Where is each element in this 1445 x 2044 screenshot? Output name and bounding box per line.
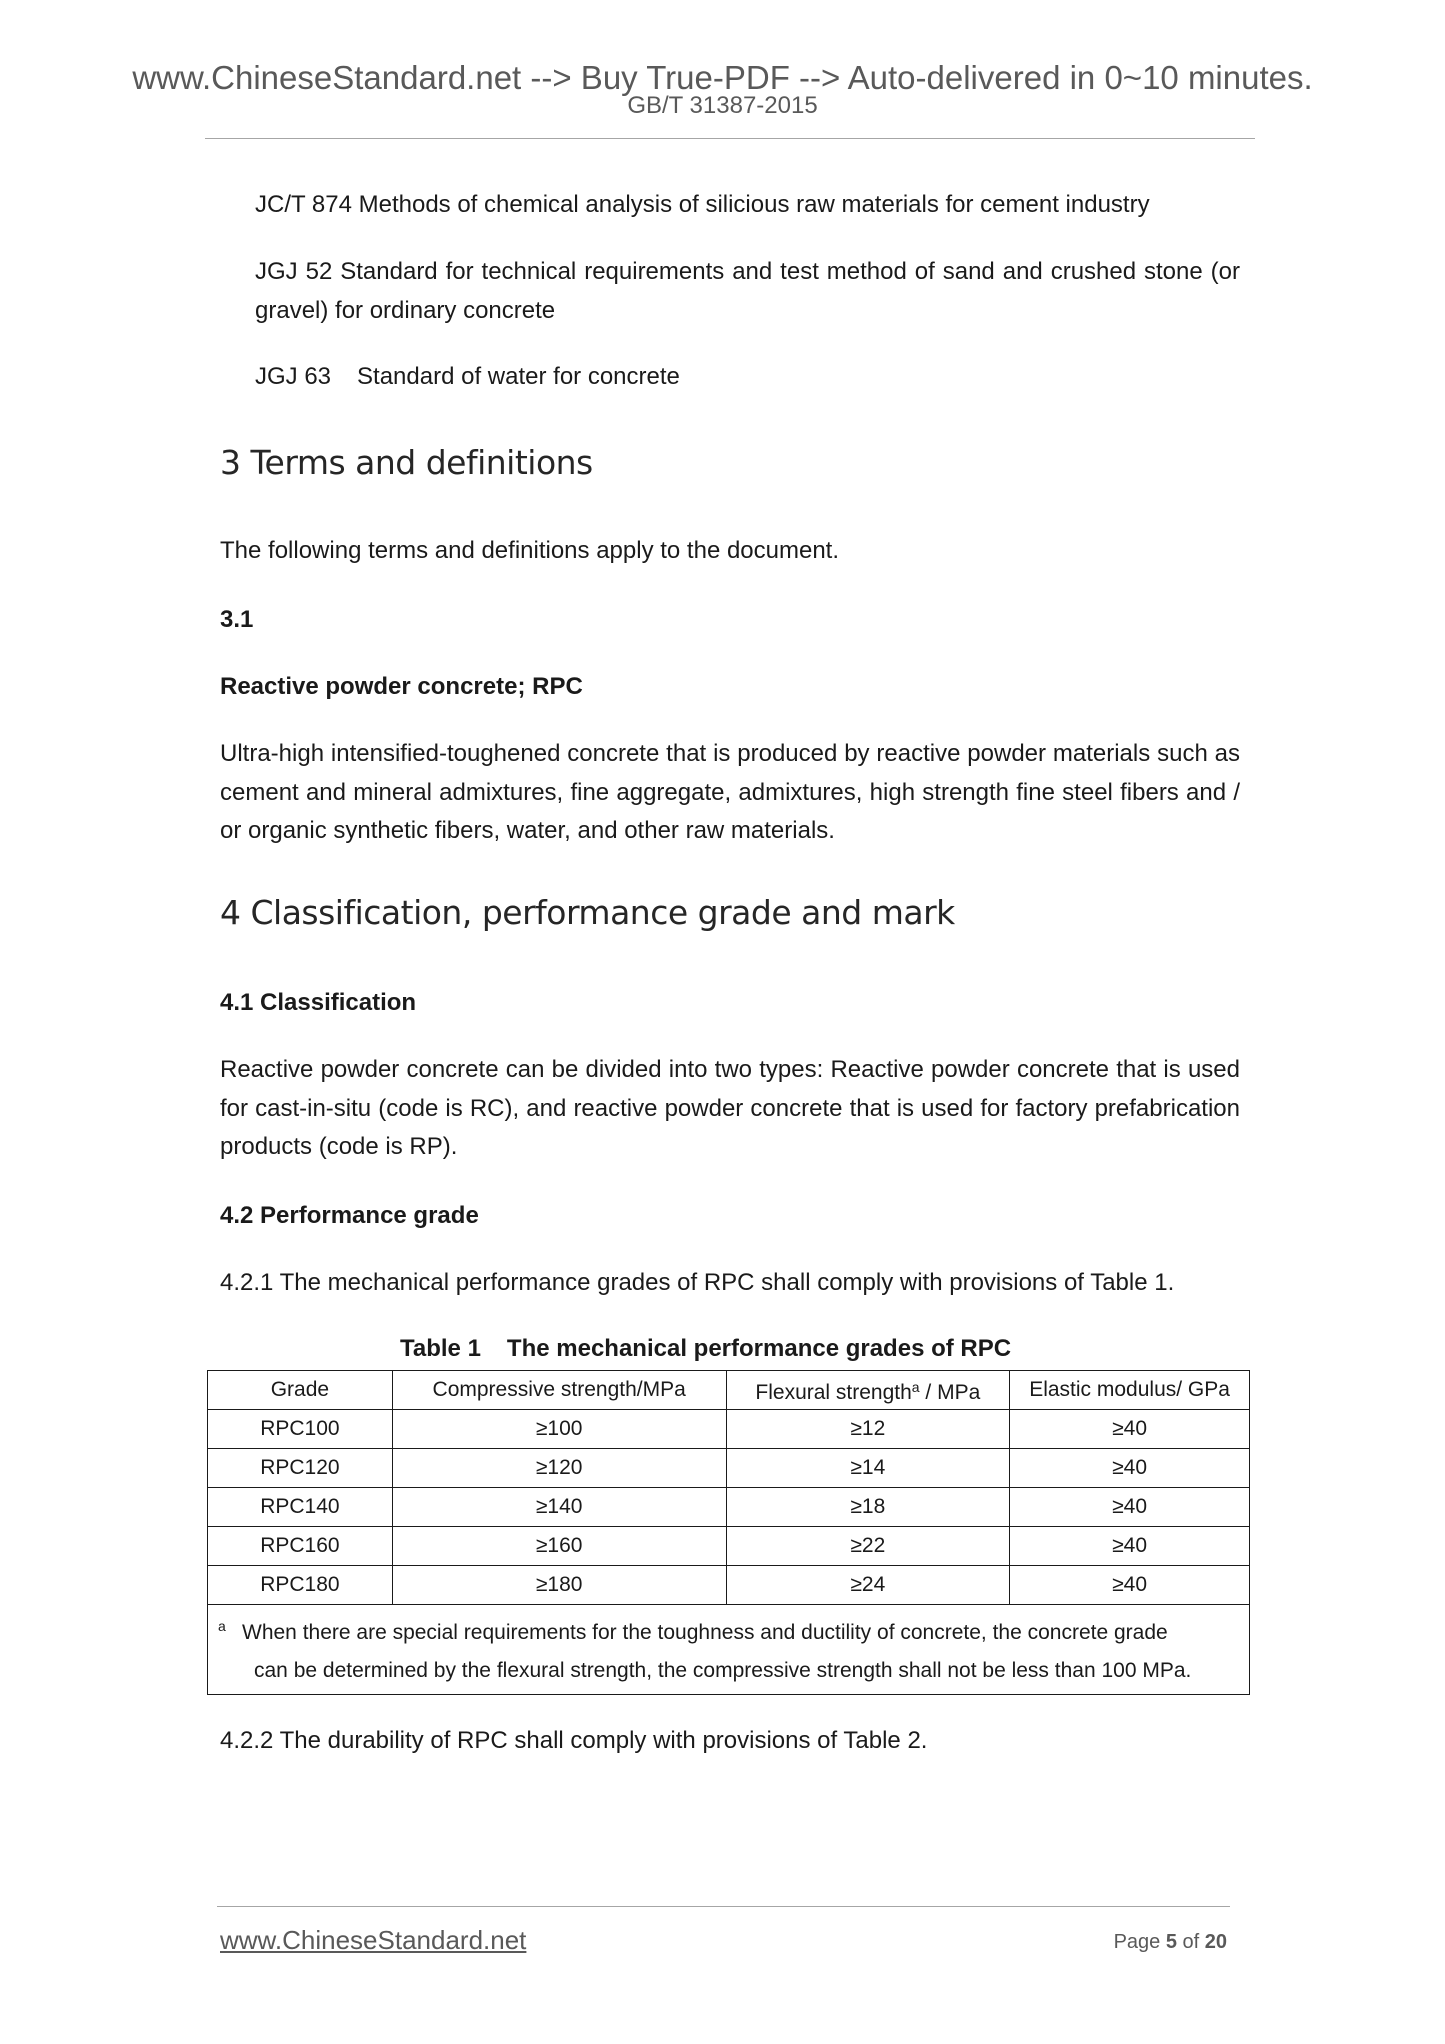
section-3-intro: The following terms and definitions apply to the document. <box>220 537 840 564</box>
cell-compressive: ≥180 <box>392 1566 726 1605</box>
table-row <box>208 1449 1250 1488</box>
cell-flexural: ≥24 <box>726 1566 1010 1605</box>
cell-compressive: ≥100 <box>392 1410 726 1449</box>
reference-code: JGJ 63 <box>255 363 332 390</box>
reference-jgj52 <box>255 253 1240 330</box>
page-of-label: of <box>1176 1931 1205 1953</box>
reference-code: JGJ 52 <box>255 258 333 285</box>
footnote-marker: a <box>218 1618 226 1634</box>
section-3-heading: 3 Terms and definitions <box>220 443 593 482</box>
cell-compressive: ≥140 <box>392 1488 726 1527</box>
cell-grade: RPC180 <box>208 1566 393 1605</box>
site-banner[interactable]: www.ChineseStandard.net --> Buy True-PDF --> Auto-delivered in 0~10 minutes. <box>132 59 1313 96</box>
header-flexural-unit: / MPa <box>919 1381 981 1404</box>
table-row <box>208 1527 1250 1566</box>
reference-title: Standard for technical requirements and test method of sand and crushed stone (or gravel) for ordinary concrete <box>255 258 1240 324</box>
cell-flexural: ≥12 <box>726 1410 1010 1449</box>
standard-code: GB/T 31387-2015 <box>627 92 818 119</box>
table-header-row <box>208 1371 1250 1410</box>
footer-divider <box>217 1906 1230 1907</box>
cell-compressive: ≥160 <box>392 1527 726 1566</box>
cell-elastic: ≥40 <box>1010 1410 1250 1449</box>
term-number: 3.1 <box>220 606 254 633</box>
term-definition: Ultra-high intensified-toughened concrete that is produced by reactive powder materials such as cement and mineral admixtures, fine aggregate, admixtures, high strength fine steel fibers and / or organic synthetic fibers, water, and other raw materials. <box>220 740 1240 844</box>
table-footnote-row <box>208 1605 1250 1695</box>
table-1-caption <box>400 1334 1011 1364</box>
footnote-marker: a <box>911 1379 920 1395</box>
cell-grade: RPC100 <box>208 1410 393 1449</box>
clause-4-2-2: 4.2.2 The durability of RPC shall comply with provisions of Table 2. <box>220 1727 928 1754</box>
cell-elastic: ≥40 <box>1010 1449 1250 1488</box>
cell-flexural: ≥22 <box>726 1527 1010 1566</box>
page-number <box>1114 1929 1227 1955</box>
header-divider <box>205 138 1255 139</box>
cell-compressive: ≥120 <box>392 1449 726 1488</box>
table-caption-number: Table 1 <box>400 1335 481 1362</box>
reference-title: Standard of water for concrete <box>357 363 680 390</box>
table-caption-title: The mechanical performance grades of RPC <box>506 1335 1012 1362</box>
header-elastic-modulus: Elastic modulus/ GPa <box>1010 1371 1250 1410</box>
table-row <box>208 1410 1250 1449</box>
reference-jgj63 <box>255 358 1240 397</box>
header-flexural-strength <box>726 1371 1010 1410</box>
section-4-heading: 4 Classification, performance grade and mark <box>220 893 955 932</box>
footer-site-link[interactable]: www.ChineseStandard.net <box>220 1925 527 1955</box>
reference-code: JC/T 874 <box>255 191 352 218</box>
cell-grade: RPC160 <box>208 1527 393 1566</box>
classification-text: Reactive powder concrete can be divided into two types: Reactive powder concrete that is used for cast-in-situ (code is RC), and reactive powder concrete that is used for factory prefabrication products (code is RP). <box>220 1056 1240 1160</box>
table-1 <box>207 1370 1250 1695</box>
table-row <box>208 1566 1250 1605</box>
page-label: Page <box>1113 1931 1166 1953</box>
table-footnote <box>208 1605 1250 1695</box>
cell-elastic: ≥40 <box>1010 1488 1250 1527</box>
cell-flexural: ≥18 <box>726 1488 1010 1527</box>
clause-4-2-1: 4.2.1 The mechanical performance grades of RPC shall comply with provisions of Table 1. <box>220 1269 1175 1296</box>
cell-grade: RPC140 <box>208 1488 393 1527</box>
page-current: 5 <box>1165 1931 1177 1953</box>
term-name: Reactive powder concrete; RPC <box>220 673 583 700</box>
cell-elastic: ≥40 <box>1010 1527 1250 1566</box>
cell-flexural: ≥14 <box>726 1449 1010 1488</box>
header-flexural-label: Flexural strength <box>755 1381 912 1404</box>
reference-title: Methods of chemical analysis of silicious raw materials for cement industry <box>358 191 1150 218</box>
footnote-line-1 <box>218 1607 1241 1652</box>
table-row <box>208 1488 1250 1527</box>
header-compressive-strength: Compressive strength/MPa <box>392 1371 726 1410</box>
footnote-text-1: When there are special requirements for the toughness and ductility of concrete, the concrete grade <box>242 1621 1168 1644</box>
cell-grade: RPC120 <box>208 1449 393 1488</box>
header-grade: Grade <box>208 1371 393 1410</box>
classification-heading: 4.1 Classification <box>220 989 417 1016</box>
page-total: 20 <box>1204 1931 1227 1953</box>
performance-grade-heading: 4.2 Performance grade <box>220 1202 479 1229</box>
cell-elastic: ≥40 <box>1010 1566 1250 1605</box>
reference-jct874 <box>255 186 1240 225</box>
footnote-line-2: can be determined by the flexural strength, the compressive strength shall not be less than 100 MPa. <box>254 1659 1192 1682</box>
